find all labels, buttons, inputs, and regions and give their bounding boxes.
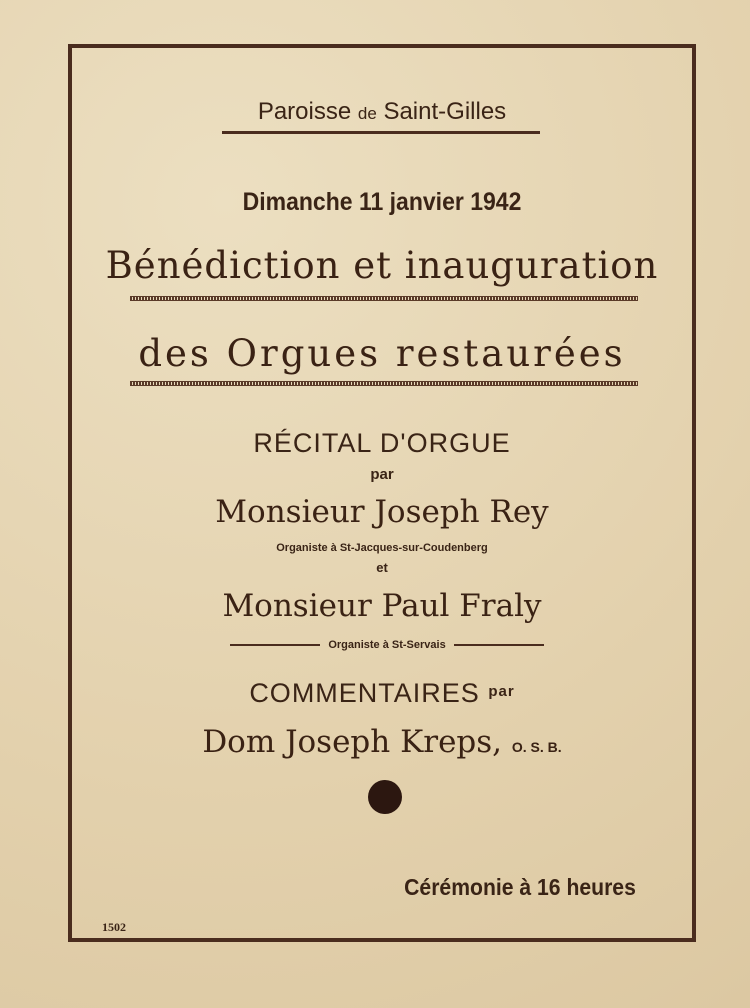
right-dash: [454, 644, 544, 646]
document-frame: [68, 44, 696, 942]
dotted-rule-2: [130, 381, 638, 386]
recital-par: par: [370, 466, 394, 483]
organist2-name: Monsieur Paul Fraly: [222, 588, 542, 624]
left-dash: [230, 644, 320, 646]
organist2-role: Organiste à St-Servais: [328, 639, 446, 651]
parish-underline: [222, 131, 540, 134]
parish-main: Paroisse: [257, 98, 352, 125]
commentator-suffix: O. S. B.: [511, 739, 562, 755]
event-title-line2: des Orgues restaurées: [138, 332, 626, 375]
parish-de: de: [357, 104, 377, 123]
parish-name: Saint-Gilles: [383, 98, 507, 125]
event-title-line1: Bénédiction et inauguration: [105, 244, 659, 287]
recital-et: et: [376, 560, 388, 575]
organist1-role: Organiste à St-Jacques-sur-Coudenberg: [276, 542, 488, 554]
recital-heading: RÉCITAL D'ORGUE: [253, 428, 511, 458]
ceremony-time: Cérémonie à 16 heures: [404, 874, 636, 900]
commentary-heading-line: [72, 678, 692, 709]
event-date: Dimanche 11 janvier 1942: [242, 188, 522, 216]
print-number: 1502: [102, 920, 126, 934]
commentator-line: [72, 724, 692, 760]
commentary-par: par: [488, 683, 515, 700]
decorative-dot: [368, 780, 402, 814]
parish-title: [72, 98, 692, 126]
dotted-rule-1: [130, 296, 638, 301]
commentary-heading: COMMENTAIRES: [249, 678, 480, 708]
organist2-role-line: [230, 637, 544, 653]
organist1-name: Monsieur Joseph Rey: [215, 494, 549, 530]
commentator-name: Dom Joseph Kreps,: [202, 724, 503, 760]
